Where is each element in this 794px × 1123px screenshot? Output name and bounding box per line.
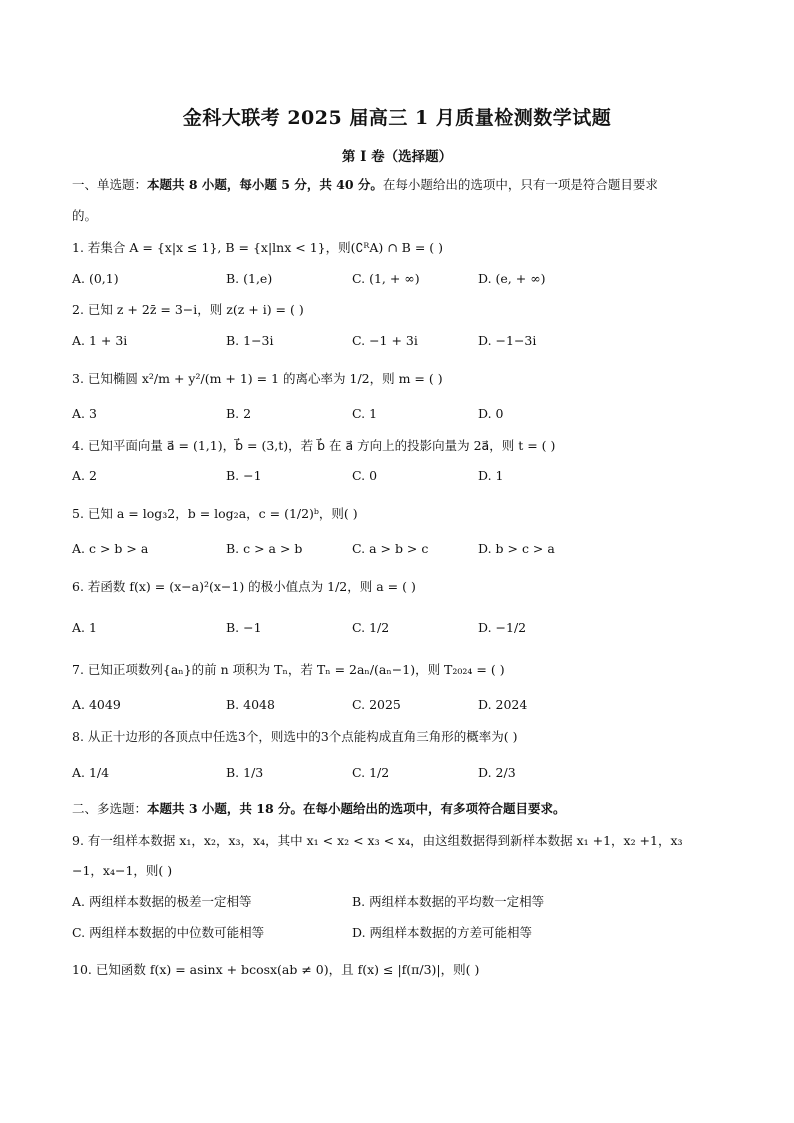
question-2-option-b: B. 1−3i: [226, 333, 274, 348]
question-3-option-d: D. 0: [478, 406, 504, 421]
question-8-option-d: D. 2/3: [478, 765, 516, 780]
question-2-option-d: D. −1−3i: [478, 333, 537, 348]
question-7-option-b: B. 4048: [226, 697, 275, 712]
question-4-option-c: C. 0: [352, 468, 378, 483]
section2-instructions: [72, 800, 732, 818]
question-5-option-d: D. b > c > a: [478, 541, 555, 556]
question-1-option-a: A. (0,1): [72, 271, 119, 286]
question-6-stem: 6. 若函数 f(x) = (x−a)²(x−1) 的极小值点为 1/2，则 a = ( ): [72, 579, 416, 594]
question-6-option-d: D. −1/2: [478, 620, 527, 635]
section1-instructions: [72, 176, 732, 194]
question-4-option-b: B. −1: [226, 468, 262, 483]
question-4-option-d: D. 1: [478, 468, 504, 483]
section2-lead: 二、多选题：: [72, 801, 148, 816]
question-5-option-a: A. c > b > a: [72, 541, 149, 556]
section1-rule-a: 本题共 8 小题，每小题 5 分，共 40 分。: [147, 177, 383, 192]
question-6-option-b: B. −1: [226, 620, 262, 635]
question-9-option-b: B. 两组样本数据的平均数一定相等: [352, 894, 545, 909]
question-8-option-c: C. 1/2: [352, 765, 390, 780]
question-3-option-b: B. 2: [226, 406, 252, 421]
exam-title: 金科大联考 2025 届高三 1 月质量检测数学试题: [182, 107, 612, 129]
question-7-option-a: A. 4049: [72, 697, 121, 712]
question-3-option-c: C. 1: [352, 406, 378, 421]
question-6-option-a: A. 1: [72, 620, 97, 635]
question-9-option-a: A. 两组样本数据的极差一定相等: [72, 894, 252, 909]
part-heading: 第 I 卷（选择题）: [341, 149, 453, 165]
question-4-option-a: A. 2: [72, 468, 97, 483]
question-8-option-a: A. 1/4: [72, 765, 110, 780]
question-9-stem-line-1: 9. 有一组样本数据 x₁，x₂，x₃，x₄，其中 x₁ < x₂ < x₃ < x₄，由这组数据得到新样本数据 x₁ +1，x₂ +1，x₃: [72, 833, 683, 848]
question-7-option-d: D. 2024: [478, 697, 528, 712]
question-4-stem: 4. 已知平面向量 a⃗ = (1,1)，b⃗ = (3,t)，若 b⃗ 在 a⃗ 方向上的投影向量为 2a⃗，则 t = ( ): [72, 438, 556, 453]
question-5-option-c: C. a > b > c: [352, 541, 429, 556]
question-2-option-c: C. −1 + 3i: [352, 333, 418, 348]
question-1-option-d: D. (e, + ∞): [478, 271, 546, 286]
section1-rule-b: 在每小题给出的选项中，只有一项是符合题目要求: [382, 177, 658, 192]
question-1-stem: 1. 若集合 A = {x|x ≤ 1}, B = {x|lnx < 1}，则(∁ᴿA) ∩ B = ( ): [72, 240, 444, 255]
question-9-option-d: D. 两组样本数据的方差可能相等: [352, 925, 533, 940]
question-8-stem: 8. 从正十边形的各顶点中任选3个，则选中的3个点能构成直角三角形的概率为( ): [72, 729, 518, 744]
section2-rule: 本题共 3 小题，共 18 分。在每小题给出的选项中，有多项符合题目要求。: [147, 801, 566, 816]
question-5-stem: 5. 已知 a = log₃2，b = log₂a，c = (1/2)ᵇ，则( ): [72, 506, 358, 521]
question-1-option-b: B. (1,e): [226, 271, 273, 286]
question-2-stem: 2. 已知 z + 2z̄ = 3−i，则 z(z + i) = ( ): [72, 302, 304, 317]
question-3-option-a: A. 3: [72, 406, 97, 421]
question-2-option-a: A. 1 + 3i: [72, 333, 128, 348]
question-8-option-b: B. 1/3: [226, 765, 264, 780]
question-7-option-c: C. 2025: [352, 697, 401, 712]
question-3-stem: 3. 已知椭圆 x²/m + y²/(m + 1) = 1 的离心率为 1/2，则 m = ( ): [72, 371, 443, 386]
question-9-option-c: C. 两组样本数据的中位数可能相等: [72, 925, 265, 940]
question-7-stem: 7. 已知正项数列{aₙ}的前 n 项积为 Tₙ，若 Tₙ = 2aₙ/(aₙ−1)，则 T₂₀₂₄ = ( ): [72, 662, 505, 677]
question-5-option-b: B. c > a > b: [226, 541, 303, 556]
question-6-option-c: C. 1/2: [352, 620, 390, 635]
section1-lead: 一、单选题：: [72, 177, 148, 192]
question-9-stem-line-2: −1，x₄−1，则( ): [72, 863, 173, 878]
question-1-option-c: C. (1, + ∞): [352, 271, 420, 286]
section1-rule-c: 的。: [72, 208, 98, 223]
question-10-stem: 10. 已知函数 f(x) = asinx + bcosx(ab ≠ 0)，且 f(x) ≤ |f(π/3)|，则( ): [72, 962, 480, 977]
